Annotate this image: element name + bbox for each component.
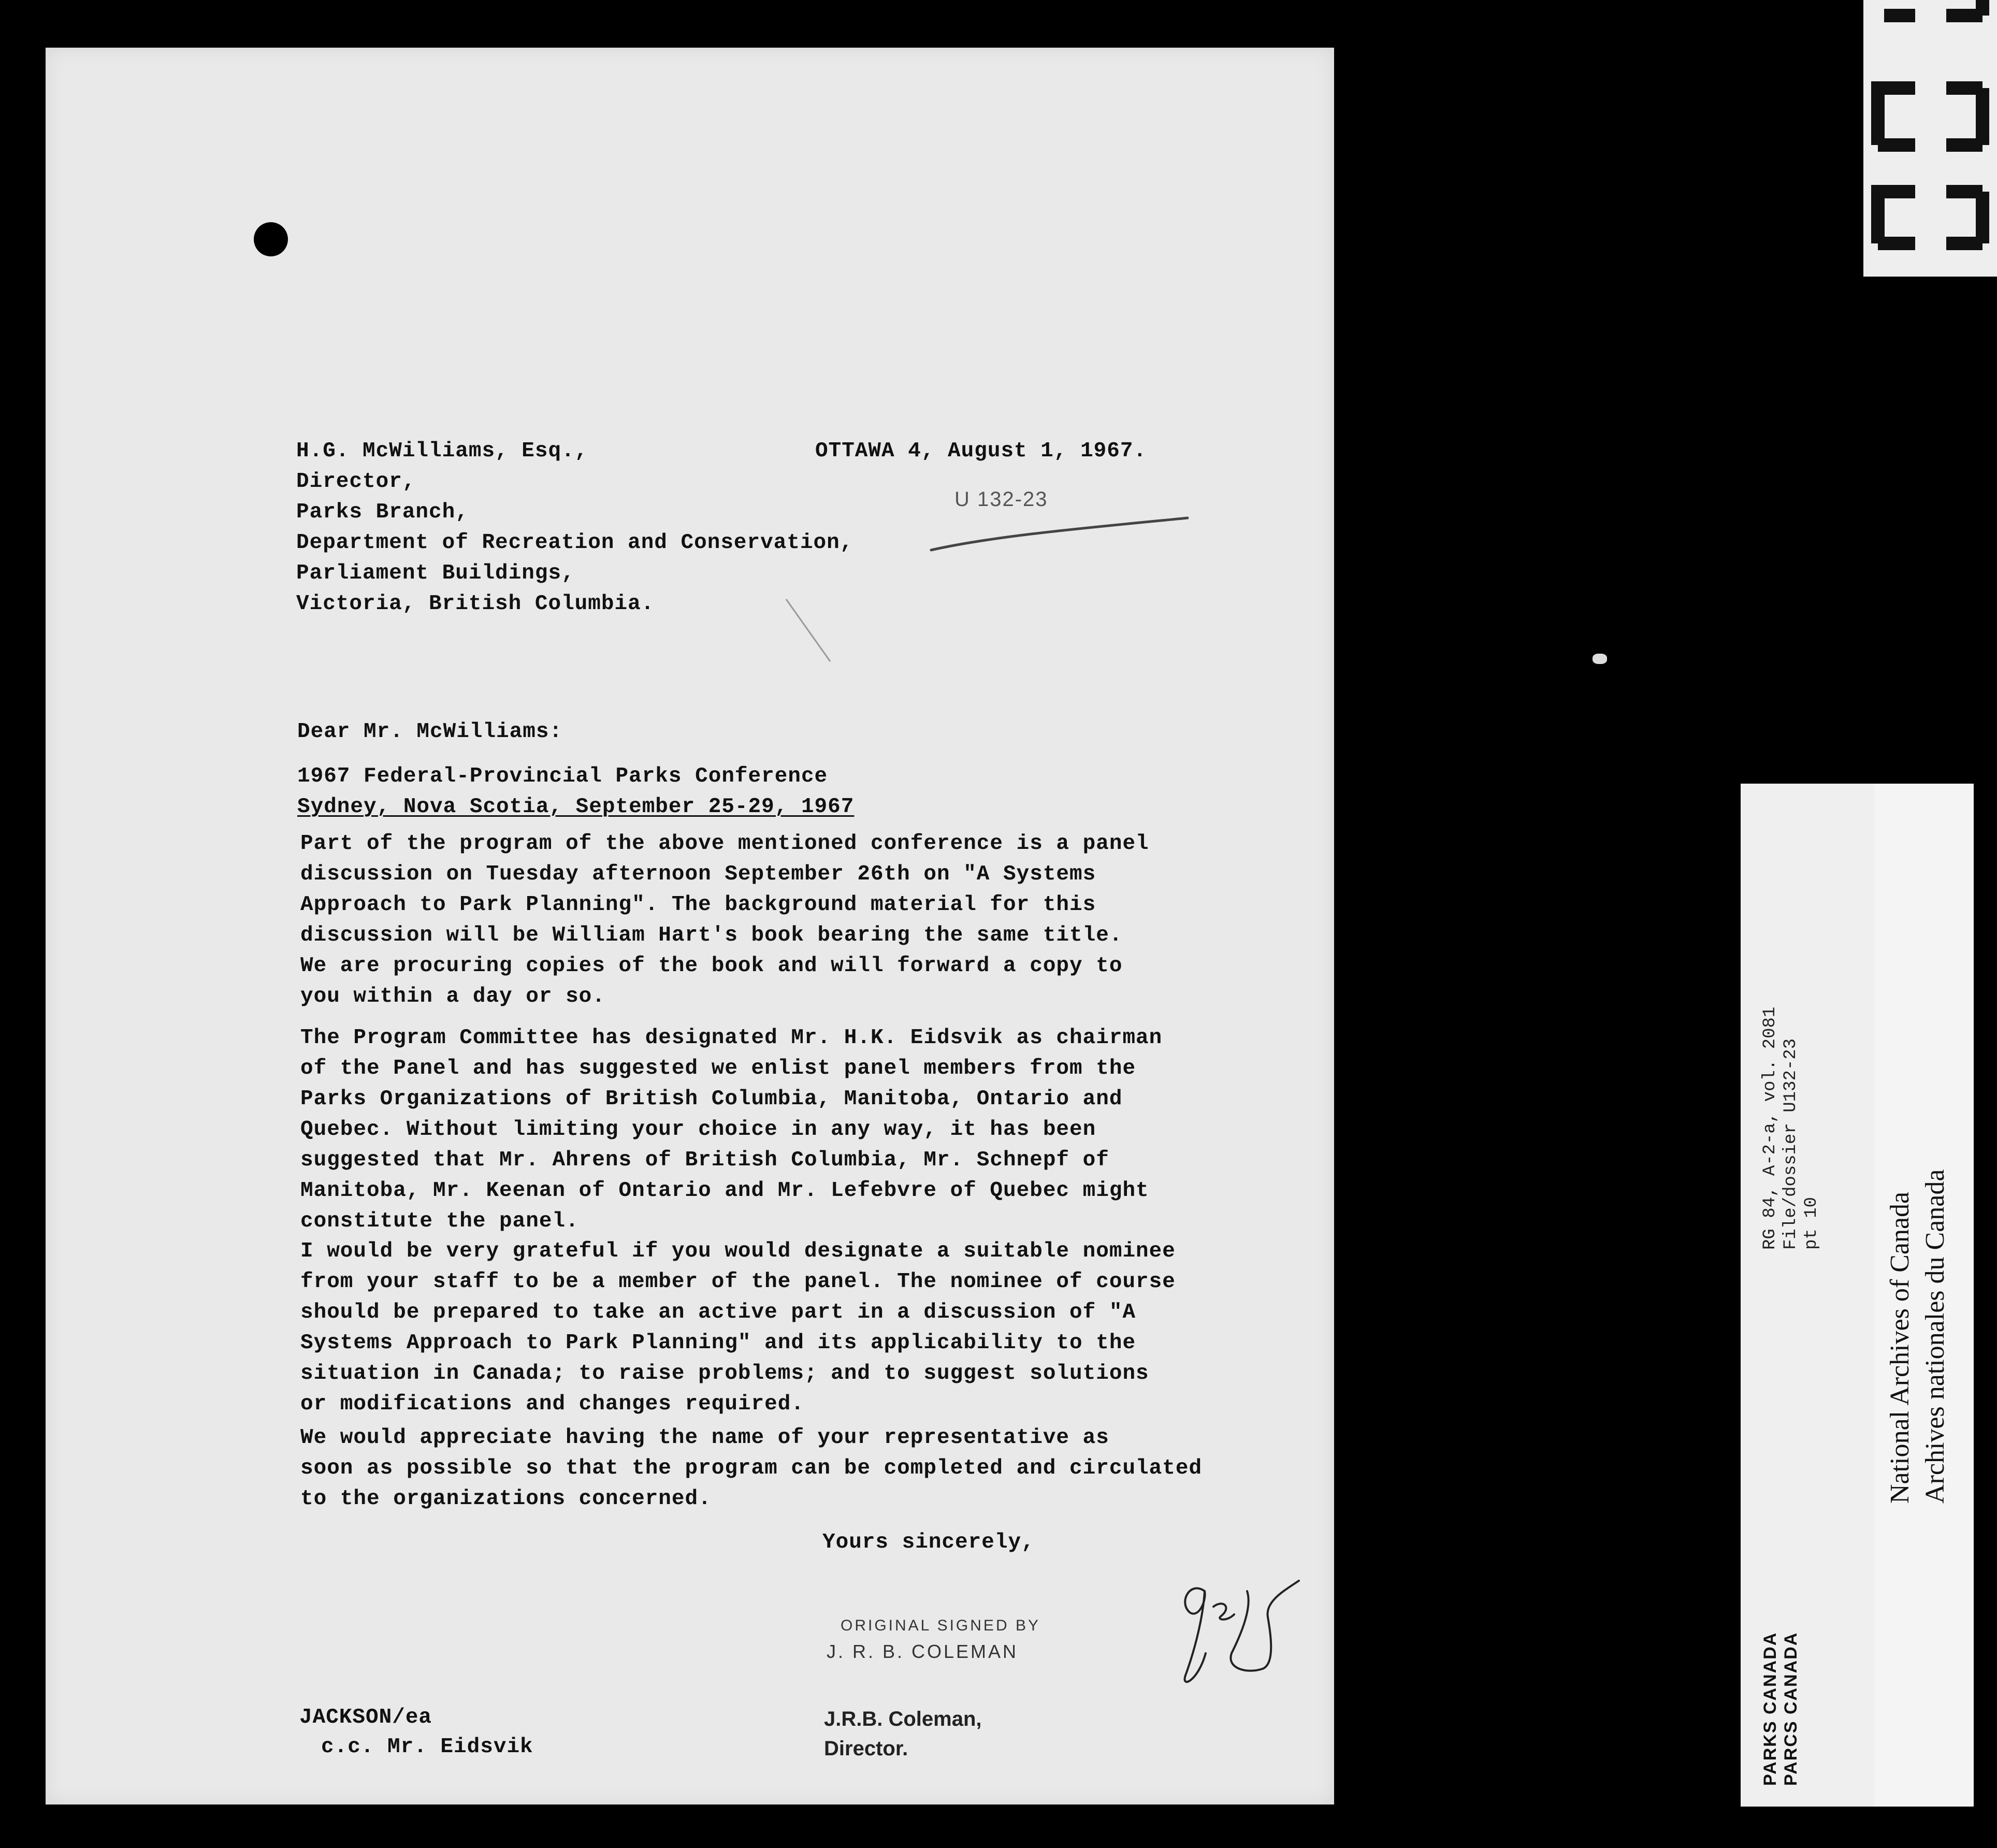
paragraph-2 [300, 1023, 1284, 1237]
file-number: U 132-23 [954, 488, 1048, 511]
signature-stamp-line2: J. R. B. COLEMAN [827, 1641, 1019, 1662]
subject [297, 761, 854, 822]
agency-name-fr: PARCS CANADA [1781, 1632, 1801, 1786]
paragraph-line: We would appreciate having the name of your representative as [300, 1426, 1109, 1450]
subject-line-underlined: Sydney, Nova Scotia, September 25-29, 1967 [297, 795, 855, 819]
paragraph-line: discussion will be William Hart's book bearing the same title. [300, 923, 1123, 947]
paragraph-line: suggested that Mr. Ahrens of British Columbia, Mr. Schnepf of [300, 1148, 1109, 1172]
paragraph-line: The Program Committee has designated Mr. H.K. Eidsvik as chairman [300, 1026, 1163, 1050]
paragraph-line: constitute the panel. [300, 1209, 579, 1233]
paragraph-line: you within a day or so. [300, 985, 605, 1008]
institution-name-fr: Archives nationales du Canada [1920, 1169, 1950, 1504]
paragraph-line: from your staff to be a member of the panel. The nominee of course [300, 1270, 1176, 1294]
agency-name-en: PARKS CANADA [1760, 1632, 1780, 1786]
recipient-address [296, 436, 853, 619]
letter-page [46, 48, 1334, 1804]
pencil-stroke [781, 597, 843, 669]
archive-institution-label [1874, 784, 1974, 1807]
paragraph-line: Manitoba, Mr. Keenan of Ontario and Mr. Lefebvre of Quebec might [300, 1179, 1149, 1203]
recipient-line: Victoria, British Columbia. [296, 592, 655, 616]
file-number-underline [926, 508, 1195, 559]
paragraph-line: We are procuring copies of the book and will forward a copy to [300, 954, 1123, 978]
typist-initials: JACKSON/ea [299, 1706, 432, 1729]
paragraph-3 [300, 1236, 1284, 1420]
recipient-line: Parliament Buildings, [296, 561, 575, 585]
paragraph-line: Parks Organizations of British Columbia, Manitoba, Ontario and [300, 1087, 1123, 1111]
paragraph-line: discussion on Tuesday afternoon September 26th on "A Systems [300, 862, 1096, 886]
paragraph-line: to the organizations concerned. [300, 1487, 712, 1511]
recipient-line: Director, [296, 470, 416, 494]
closing: Yours sincerely, [822, 1531, 1035, 1554]
archive-reference-label [1741, 784, 1874, 1807]
paragraph-line: Systems Approach to Park Planning" and its applicability to the [300, 1331, 1136, 1355]
archive-reference-line3: pt 10 [1802, 1196, 1821, 1250]
signer-title: Director. [824, 1737, 908, 1760]
subject-line: 1967 Federal-Provincial Parks Conference [297, 764, 828, 788]
paragraph-line: should be prepared to take an active part in a discussion of "A [300, 1301, 1136, 1324]
paragraph-line: Quebec. Without limiting your choice in any way, it has been [300, 1118, 1096, 1142]
paragraph-4 [300, 1423, 1284, 1514]
paragraph-line: Part of the program of the above mentioned conference is a panel [300, 832, 1149, 856]
signer-name: J.R.B. Coleman, [824, 1708, 982, 1730]
paragraph-line: of the Panel and has suggested we enlist panel members from the [300, 1057, 1136, 1080]
salutation: Dear Mr. McWilliams: [297, 720, 563, 744]
paragraph-line: soon as possible so that the program can be completed and circulated [300, 1456, 1203, 1480]
recipient-line: H.G. McWilliams, Esq., [296, 439, 588, 463]
signature-stamp-line1: ORIGINAL SIGNED BY [841, 1617, 1040, 1634]
punch-hole [254, 222, 288, 256]
recipient-line: Department of Recreation and Conservation, [296, 531, 853, 555]
paragraph-line: I would be very grateful if you would designate a suitable nominee [300, 1239, 1176, 1263]
frame-marker-glyphs [1863, 0, 1997, 277]
place-date: OTTAWA 4, August 1, 1967. [815, 439, 1147, 463]
archive-reference-line1: RG 84, A-2-a, vol. 2081 [1760, 1006, 1780, 1250]
film-frame-strip [1863, 0, 1997, 277]
paragraph-line: situation in Canada; to raise problems; and to suggest solutions [300, 1362, 1149, 1385]
institution-name-en: National Archives of Canada [1885, 1191, 1915, 1504]
paragraph-1 [300, 829, 1284, 1012]
paragraph-line: Approach to Park Planning". The background material for this [300, 893, 1096, 917]
paragraph-line: or modifications and changes required. [300, 1392, 804, 1416]
carbon-copy: c.c. Mr. Eidsvik [321, 1735, 533, 1759]
dust-speck [1593, 654, 1607, 664]
handwritten-initials [1175, 1570, 1309, 1690]
recipient-line: Parks Branch, [296, 500, 469, 524]
archive-reference-line2: File/dossier U132-23 [1781, 1038, 1801, 1250]
